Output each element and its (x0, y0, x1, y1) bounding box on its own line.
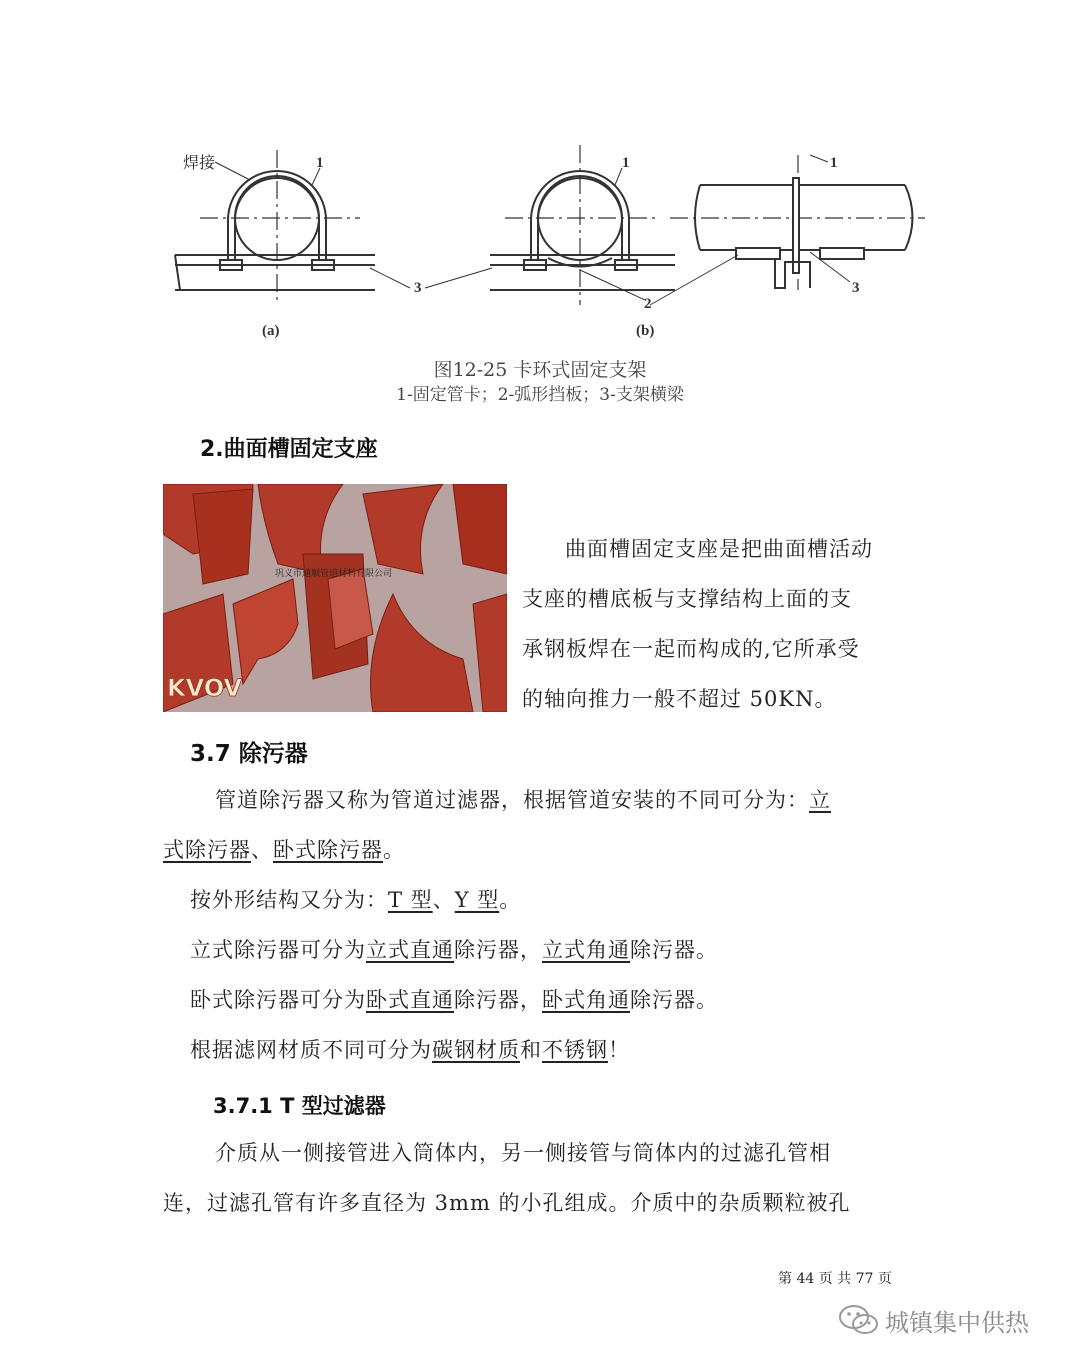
strainer-para-4-text-a: 卧式除污器可分为 (190, 988, 366, 1012)
y-type-term: Y 型 (454, 888, 500, 912)
strainer-para-4 (190, 975, 718, 1025)
horizontal-straight-term: 卧式直通 (366, 988, 454, 1012)
part-1-label-a: 1 (316, 155, 324, 171)
strainer-vertical-link-part: 立 (809, 788, 831, 812)
vertical-strainer-term: 式除污器 (163, 838, 251, 862)
strainer-para-2 (190, 875, 521, 925)
stainless-steel-term: 不锈钢 (542, 1038, 608, 1062)
curved-groove-support-photo (163, 484, 507, 712)
horizontal-angle-term: 卧式角通 (542, 988, 630, 1012)
part-1-label-c: 1 (830, 155, 838, 171)
part-3-label-c: 3 (852, 280, 860, 296)
figure-caption-title: 图12-25 卡环式固定支架 (433, 359, 647, 381)
vertical-straight-term: 立式直通 (366, 938, 454, 962)
strainer-para-5-text-a: 根据滤网材质不同可分为 (190, 1038, 432, 1062)
support-a-drawing (175, 150, 410, 305)
subfigure-a-label: (a) (262, 323, 280, 339)
kvov-logo: KVOV (167, 674, 243, 702)
section2-line-4: 的轴向推力一般不超过 50KN。 (522, 687, 837, 711)
part-3-label-a: 3 (414, 280, 422, 296)
strainer-para-1-text: 管道除污器又称为管道过滤器，根据管道安装的不同可分为： (215, 788, 809, 812)
strainer-para-4-text-c: 除污器。 (630, 988, 718, 1012)
vertical-angle-term: 立式角通 (542, 938, 630, 962)
page-number: 第 44 页 共 77 页 (778, 1271, 892, 1287)
section-heading-t-strainer: 3.7.1 T 型过滤器 (213, 1094, 386, 1118)
strainer-para-3-text-b: 除污器， (454, 938, 542, 962)
section-heading-curved-groove-support: 2.曲面槽固定支座 (200, 437, 378, 462)
section2-line-2: 支座的槽底板与支撑结构上面的支 (522, 587, 852, 611)
strainer-para-2-text: 按外形结构又分为： (190, 888, 388, 912)
section-heading-strainer: 3.7 除污器 (190, 741, 308, 767)
wechat-icon (838, 1303, 880, 1341)
strainer-para-3-text-a: 立式除污器可分为 (190, 938, 366, 962)
strainer-para-5 (190, 1025, 630, 1075)
wechat-account-watermark: 城镇集中供热 (885, 1309, 1029, 1337)
support-c-drawing (650, 155, 925, 305)
strainer-para-5-text-b: 和 (520, 1038, 542, 1062)
section2-line-3: 承钢板焊在一起而构成的,它所承受 (522, 637, 860, 661)
section2-line-1: 曲面槽固定支座是把曲面槽活动 (565, 537, 873, 561)
horizontal-strainer-term: 卧式除污器 (273, 838, 383, 862)
subfigure-b-label: (b) (636, 323, 655, 339)
t-strainer-line-1: 介质从一侧接管进入筒体内，另一侧接管与筒体内的过滤孔管相 (215, 1141, 831, 1165)
photo-company-watermark: 巩义市通顺管道材料有限公司 (275, 569, 393, 579)
strainer-para-1-separator: 、 (251, 838, 273, 862)
strainer-para-2-separator: 、 (432, 888, 455, 912)
strainer-para-4-text-b: 除污器， (454, 988, 542, 1012)
strainer-para-3-text-c: 除污器。 (630, 938, 718, 962)
part-1-label-b: 1 (622, 155, 630, 171)
t-strainer-line-2: 连，过滤孔管有许多直径为 3mm 的小孔组成。介质中的杂质颗粒被孔 (163, 1191, 851, 1215)
part-2-label-b: 2 (644, 296, 652, 312)
strainer-para-2-end: 。 (499, 888, 522, 912)
strainer-para-1-line-1 (215, 775, 831, 825)
strainer-para-5-text-c: ！ (608, 1038, 630, 1062)
strainer-para-3 (190, 925, 718, 975)
support-b-drawing (425, 145, 675, 305)
weld-label: 焊接 (183, 153, 216, 172)
t-type-term: T 型 (388, 888, 433, 912)
strainer-para-1-end: 。 (383, 838, 405, 862)
carbon-steel-term: 碳钢材质 (432, 1038, 520, 1062)
strainer-para-1-line-2 (163, 825, 405, 875)
figure-caption-legend: 1-固定管卡；2-弧形挡板；3-支架横梁 (396, 385, 684, 405)
